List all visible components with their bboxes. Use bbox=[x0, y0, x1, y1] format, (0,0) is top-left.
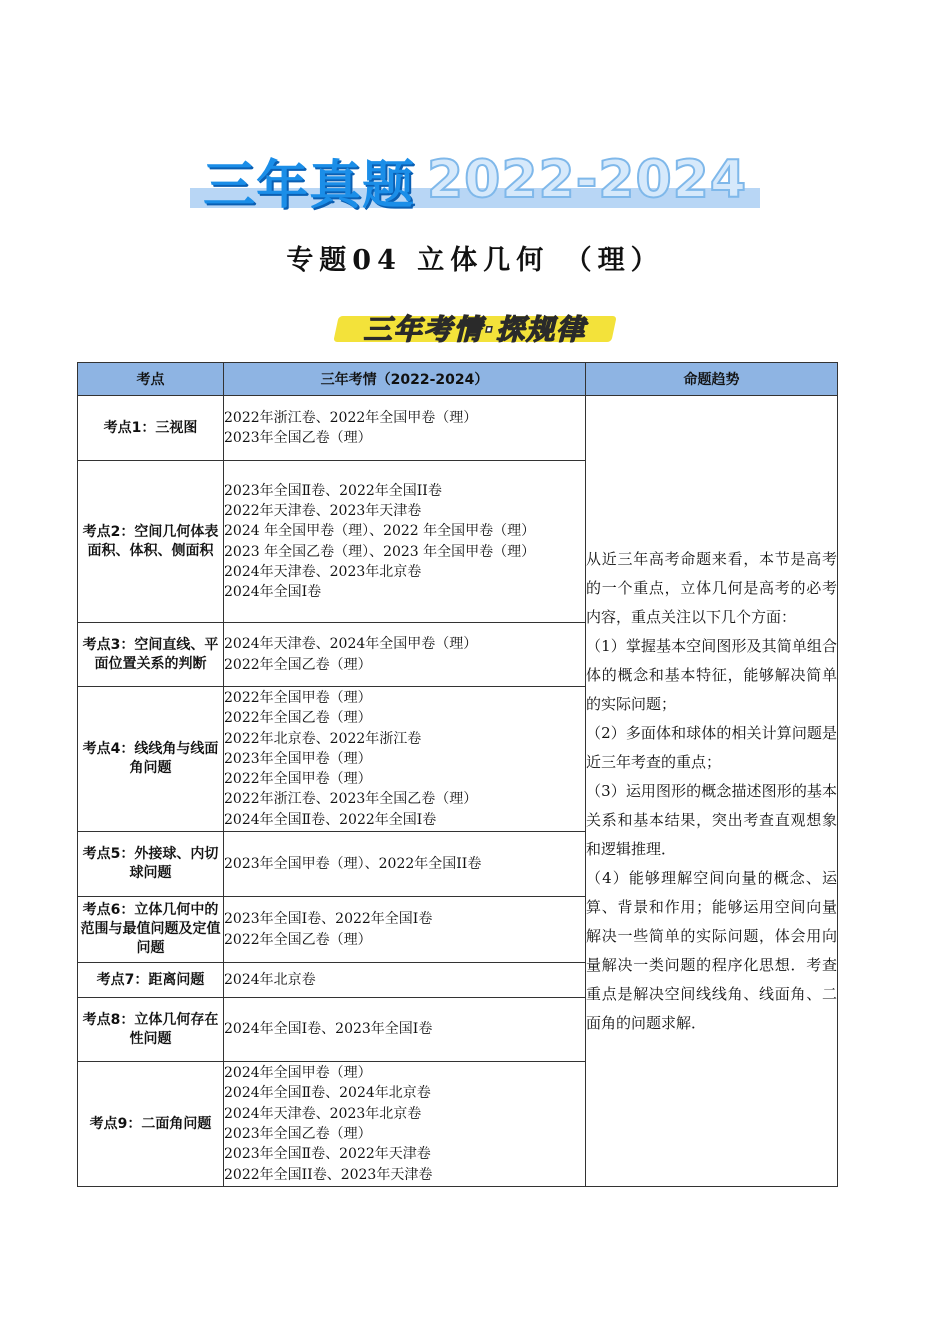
trend-paragraph: （4）能够理解空间向量的概念、运算、背景和作用；能够运用空间向量解决一些简单的实际问题，体会用向量解决一类问题的程序化思想．考查重点是解决空间线线角、线面角、二面角的问题求解． bbox=[586, 868, 837, 1032]
exams-cell bbox=[224, 396, 586, 461]
trend-cell bbox=[586, 396, 838, 1187]
exams-cell bbox=[224, 998, 586, 1062]
exams-cell bbox=[224, 623, 586, 687]
exams-cell bbox=[224, 687, 586, 832]
exam-line: 2022年浙江卷、2022年全国甲卷（理） bbox=[224, 409, 478, 426]
table-header-row bbox=[78, 363, 838, 396]
exam-line: 2023 年全国乙卷（理）、2023 年全国甲卷（理） bbox=[224, 543, 536, 560]
exam-line: 2023年全国甲卷（理）、2022年全国II卷 bbox=[224, 855, 482, 872]
exams-cell bbox=[224, 832, 586, 897]
exam-line: 2024年天津卷、2024年全国甲卷（理） bbox=[224, 636, 478, 653]
exam-line: 2022年全国乙卷（理） bbox=[224, 931, 372, 948]
exam-line: 2023年全国Ⅱ卷、2022年天津卷 bbox=[224, 1146, 431, 1163]
topic-cell: 考点5：外接球、内切球问题 bbox=[78, 832, 224, 897]
exams-cell bbox=[224, 963, 586, 998]
exam-line: 2022年全国乙卷（理） bbox=[224, 710, 372, 727]
exam-line: 2022年全国甲卷（理） bbox=[224, 689, 372, 706]
topic-cell: 考点4：线线角与线面角问题 bbox=[78, 687, 224, 832]
exam-line: 2022年全国甲卷（理） bbox=[224, 771, 372, 788]
exam-line: 2023年全国Ⅱ卷、2022年全国II卷 bbox=[224, 482, 442, 499]
exam-line: 2022年北京卷、2022年浙江卷 bbox=[224, 730, 422, 747]
exam-line: 2023年全国乙卷（理） bbox=[224, 430, 372, 446]
exams-cell bbox=[224, 461, 586, 623]
header-trend: 命题趋势 bbox=[586, 363, 838, 396]
exam-line: 2024年北京卷 bbox=[224, 971, 316, 988]
trend-paragraph: 从近三年高考命题来看，本节是高考的一个重点，立体几何是高考的必考内容，重点关注以下几个方面： bbox=[586, 549, 837, 626]
banner-years: 2022-2024 bbox=[426, 150, 748, 210]
topic-cell: 考点6：立体几何中的范围与最值问题及定值问题 bbox=[78, 897, 224, 963]
exam-line: 2023年全国Ⅰ卷、2022年全国I卷 bbox=[224, 911, 433, 928]
exam-line: 2022年全国乙卷（理） bbox=[224, 656, 372, 673]
exam-line: 2024年全国Ⅱ卷、2024年北京卷 bbox=[224, 1085, 431, 1102]
page-subtitle: 专题04 立体几何 （理） bbox=[286, 245, 664, 276]
table-row bbox=[78, 396, 838, 461]
exams-cell bbox=[224, 1062, 586, 1187]
section-title: 三年考情·探规律 bbox=[363, 313, 587, 346]
topic-cell: 考点1：三视图 bbox=[78, 396, 224, 461]
exam-line: 2024年天津卷、2023年北京卷 bbox=[224, 1105, 422, 1122]
topic-cell: 考点7：距离问题 bbox=[78, 963, 224, 998]
section-banner bbox=[330, 308, 620, 348]
exam-line: 2022年浙江卷、2023年全国乙卷（理） bbox=[224, 791, 478, 808]
exams-cell bbox=[224, 897, 586, 963]
exam-line: 2024年全国甲卷（理） bbox=[224, 1065, 372, 1082]
exam-line: 2022年天津卷、2023年天津卷 bbox=[224, 502, 422, 519]
exam-line: 2024年全国Ⅰ卷 bbox=[224, 584, 322, 601]
banner-chinese: 三年真题 bbox=[202, 155, 415, 216]
header-exams: 三年考情（2022-2024） bbox=[224, 363, 586, 396]
exam-table bbox=[77, 362, 838, 1187]
exam-line: 2024年全国Ⅱ卷、2022年全国I卷 bbox=[224, 811, 437, 828]
exam-line: 2023年全国甲卷（理） bbox=[224, 750, 372, 767]
banner-title bbox=[190, 150, 760, 216]
topic-cell: 考点8：立体几何存在性问题 bbox=[78, 998, 224, 1062]
exam-line: 2024年天津卷、2023年北京卷 bbox=[224, 563, 422, 580]
topic-cell: 考点3：空间直线、平面位置关系的判断 bbox=[78, 623, 224, 687]
trend-paragraph: （1）掌握基本空间图形及其简单组合体的概念和基本特征，能够解决简单的实际问题； bbox=[586, 636, 837, 713]
trend-paragraph: （3）运用图形的概念描述图形的基本关系和基本结果，突出考查直观想象和逻辑推理． bbox=[586, 781, 837, 858]
exam-line: 2022年全国II卷、2023年天津卷 bbox=[224, 1166, 433, 1183]
exam-line: 2024 年全国甲卷（理）、2022 年全国甲卷（理） bbox=[224, 523, 536, 540]
header-topic: 考点 bbox=[78, 363, 224, 396]
exam-line: 2023年全国乙卷（理） bbox=[224, 1126, 372, 1142]
trend-paragraph: （2）多面体和球体的相关计算问题是近三年考查的重点； bbox=[586, 723, 837, 771]
topic-cell: 考点2：空间几何体表面积、体积、侧面积 bbox=[78, 461, 224, 623]
topic-cell: 考点9：二面角问题 bbox=[78, 1062, 224, 1187]
exam-line: 2024年全国Ⅰ卷、2023年全国Ⅰ卷 bbox=[224, 1021, 433, 1038]
title-banner bbox=[190, 150, 760, 216]
